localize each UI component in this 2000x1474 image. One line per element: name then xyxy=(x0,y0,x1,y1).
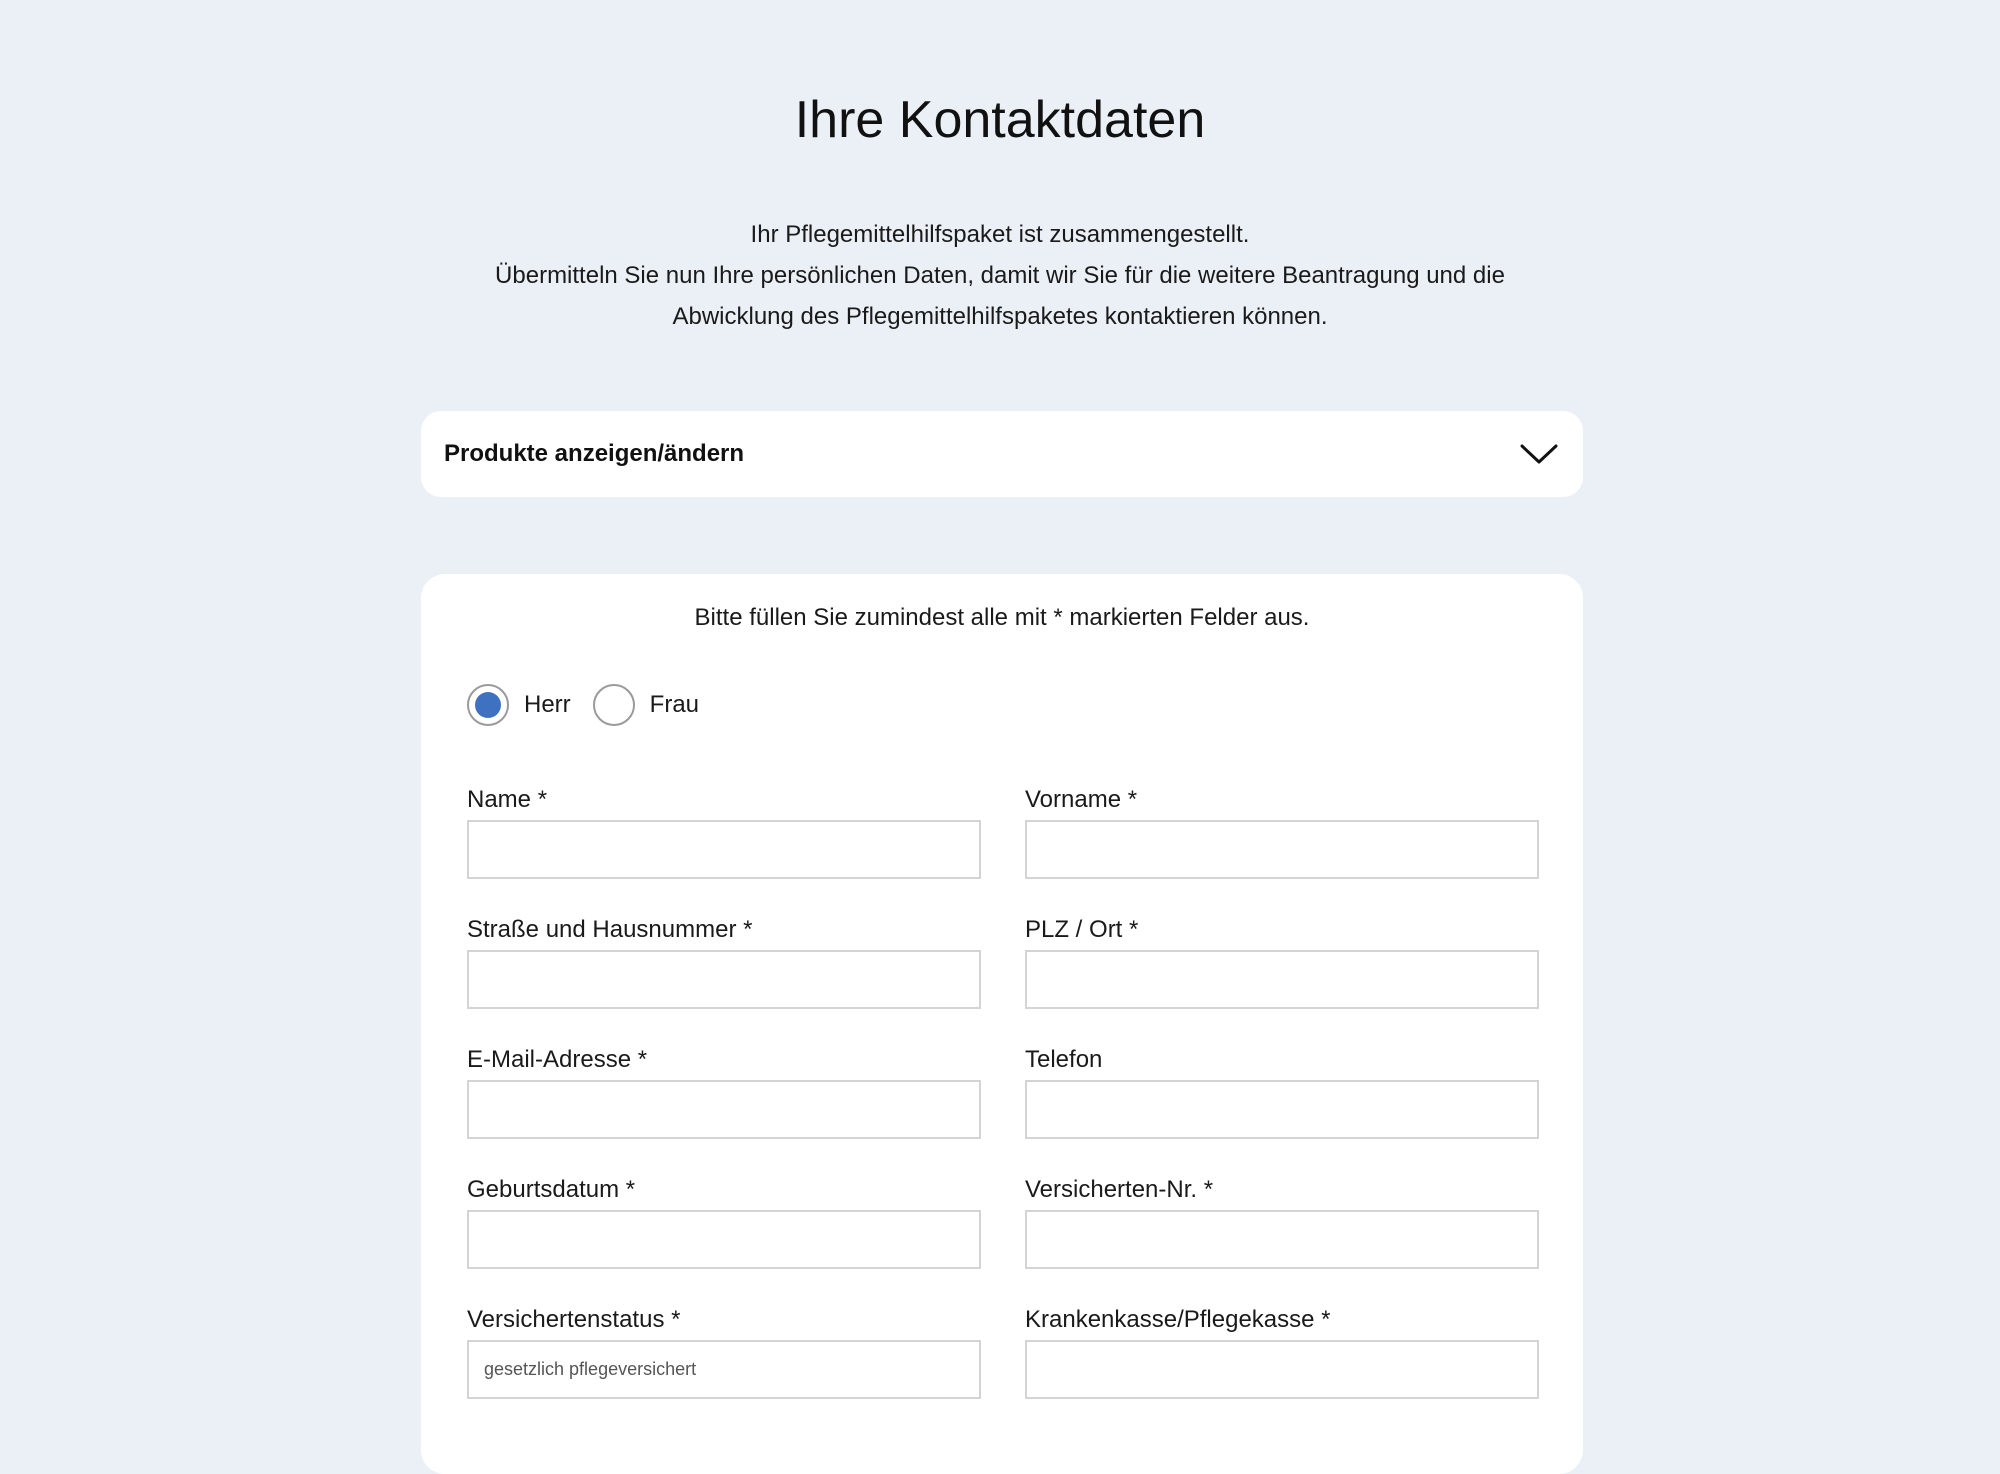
name-input[interactable] xyxy=(467,820,981,879)
salutation-radio-group xyxy=(467,681,721,729)
vorname-input[interactable] xyxy=(1025,820,1539,879)
field-telefon xyxy=(1025,1044,1539,1139)
products-toggle-label: Produkte anzeigen/ändern xyxy=(444,440,745,467)
field-name xyxy=(467,784,981,879)
radio-herr[interactable] xyxy=(467,684,509,726)
versichertenstatus-select[interactable]: gesetzlich pflegeversichert xyxy=(467,1340,981,1399)
salutation-frau[interactable] xyxy=(593,684,699,726)
email-label: E-Mail-Adresse * xyxy=(467,1046,648,1073)
page-title: Ihre Kontaktdaten xyxy=(794,91,1206,149)
field-email xyxy=(467,1044,981,1139)
field-versicherten-nr xyxy=(1025,1174,1539,1269)
krankenkasse-label: Krankenkasse/Pflegekasse * xyxy=(1025,1306,1331,1333)
intro-line: Ihr Pflegemittelhilfspaket ist zusammengestellt. xyxy=(750,221,1250,248)
vorname-label: Vorname * xyxy=(1025,786,1138,813)
versicherten-nr-label: Versicherten-Nr. * xyxy=(1025,1176,1214,1203)
name-label: Name * xyxy=(467,786,548,813)
geburtsdatum-input[interactable] xyxy=(467,1210,981,1269)
required-fields-hint: Bitte füllen Sie zumindest alle mit * markierten Felder aus. xyxy=(694,604,1310,631)
radio-frau[interactable] xyxy=(593,684,635,726)
field-vorname xyxy=(1025,784,1539,879)
telefon-label: Telefon xyxy=(1025,1046,1103,1073)
field-strasse xyxy=(467,914,981,1009)
versichertenstatus-label: Versichertenstatus * xyxy=(467,1306,681,1333)
radio-frau-label: Frau xyxy=(649,691,700,718)
contact-form xyxy=(421,574,1583,1474)
versicherten-nr-input[interactable] xyxy=(1025,1210,1539,1269)
salutation-herr[interactable] xyxy=(467,684,571,726)
field-versichertenstatus xyxy=(467,1304,981,1399)
radio-herr-label: Herr xyxy=(524,691,571,718)
products-toggle[interactable] xyxy=(421,411,1583,497)
chevron-down-icon[interactable] xyxy=(1519,438,1559,470)
strasse-input[interactable] xyxy=(467,950,981,1009)
intro-line: Übermitteln Sie nun Ihre persönlichen Daten, damit wir Sie für die weitere Beantragung und die xyxy=(495,262,1505,289)
telefon-input[interactable] xyxy=(1025,1080,1539,1139)
krankenkasse-input[interactable] xyxy=(1025,1340,1539,1399)
plz-ort-input[interactable] xyxy=(1025,950,1539,1009)
plz-ort-label: PLZ / Ort * xyxy=(1025,916,1139,943)
intro-line: Abwicklung des Pflegemittelhilfspaketes kontaktieren können. xyxy=(672,303,1328,330)
geburtsdatum-label: Geburtsdatum * xyxy=(467,1176,636,1203)
field-krankenkasse xyxy=(1025,1304,1539,1399)
field-geburtsdatum xyxy=(467,1174,981,1269)
strasse-label: Straße und Hausnummer * xyxy=(467,916,753,943)
intro-text xyxy=(420,214,1580,337)
email-input[interactable] xyxy=(467,1080,981,1139)
field-plz-ort xyxy=(1025,914,1539,1009)
